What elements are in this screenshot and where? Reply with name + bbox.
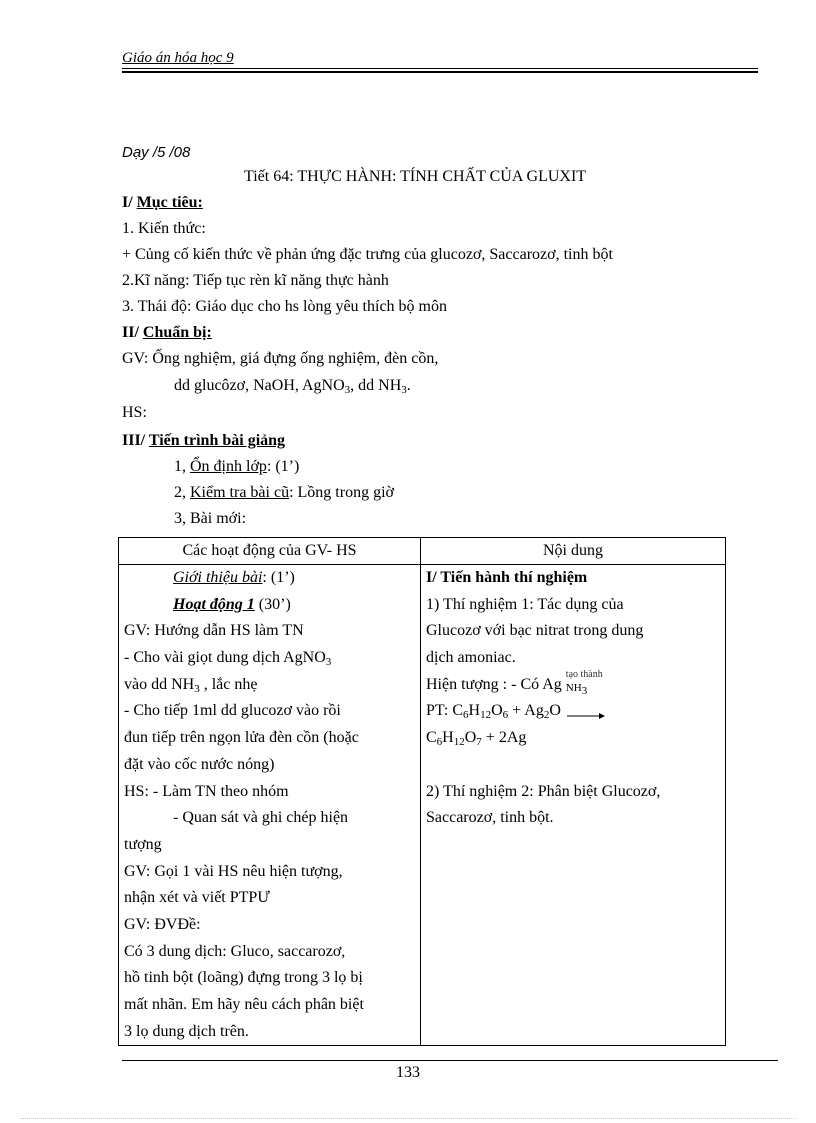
list-item: - Cho tiếp 1ml dd glucozơ vào rồi [124, 702, 341, 720]
list-item: - Quan sát và ghi chép hiện [173, 809, 349, 827]
activities-cell [119, 565, 421, 1046]
list-item: 3 lọ dung dịch trên. [124, 1022, 249, 1040]
overlapped-text: tạo thành [565, 668, 603, 680]
text: - Cho vài giọt dung dịch AgNO [124, 649, 326, 667]
text: O [464, 729, 477, 747]
subscript: 6 [436, 736, 443, 749]
equation-line-1 [421, 698, 725, 725]
subscript: 12 [480, 709, 492, 722]
text: H [468, 702, 481, 720]
text: O [491, 702, 503, 720]
section-heading: Chuẩn bị: [142, 324, 212, 341]
text: Ổn định lớp [190, 458, 267, 475]
text: . [406, 377, 411, 394]
subscript: 12 [453, 736, 465, 749]
subscript: 6 [502, 709, 509, 722]
text: C [426, 729, 437, 747]
subscript: 3 [325, 656, 332, 669]
list-item [119, 672, 420, 699]
footer-rule [122, 1060, 778, 1061]
table-row [119, 565, 726, 1046]
list-item: 1) Thí nghiệm 1: Tác dụng của [426, 595, 624, 613]
subscript: 3 [194, 682, 200, 695]
activity-table [118, 537, 726, 1046]
list-item: đặt vào cốc nước nóng) [124, 755, 275, 773]
page-edge [20, 1118, 796, 1119]
header-rule-thick [122, 71, 758, 73]
section-number: I/ [122, 194, 137, 211]
table-header-row [119, 538, 726, 565]
text: Kiểm tra bài cũ [190, 484, 290, 501]
list-item: tượng [124, 835, 162, 853]
skill-line: 2.Kĩ năng: Tiếp tục rèn kĩ năng thực hành [122, 272, 389, 289]
lesson-title: Tiết 64: THỰC HÀNH: TÍNH CHẤT CỦA GLUXIT [244, 168, 587, 185]
step-1 [174, 458, 299, 476]
section-heading: Mục tiêu: [136, 194, 203, 211]
section-preparation [122, 324, 212, 342]
text: : (1’) [266, 458, 300, 475]
list-item: GV: Gọi 1 vài HS nêu hiện tượng, [124, 862, 343, 880]
text: H [442, 729, 454, 747]
activity-title: Hoạt động 1 [173, 595, 255, 613]
step-3: 3, Bài mới: [174, 510, 247, 527]
content-cell [421, 565, 726, 1046]
column-header: Các hoạt động của GV- HS [119, 538, 421, 565]
knowledge-item: + Củng cố kiến thức về phản ứng đặc trưng của glucozơ, Saccarozơ, tinh bột [122, 246, 613, 263]
text: Hiện tượng : - Có Ag [426, 675, 562, 693]
attitude-line: 3. Thái độ: Giáo dục cho hs lòng yêu thích bộ môn [122, 298, 447, 315]
section-number: II/ [122, 324, 143, 341]
list-item: Glucozơ với bạc nitrat trong dung [426, 622, 644, 640]
list-item: Saccarozơ, tinh bột. [426, 809, 554, 827]
list-item [119, 592, 420, 619]
text: NH [565, 681, 582, 694]
annotation [565, 668, 626, 697]
section-heading: Tiến trình bài giảng [148, 432, 286, 449]
text: , dd NH [350, 377, 402, 394]
step-2 [174, 484, 394, 502]
column-header: Nội dung [421, 538, 726, 565]
subscript: 3 [581, 684, 588, 697]
list-item: hồ tinh bột (loãng) đựng trong 3 lọ bị [124, 969, 363, 987]
reaction-arrow-icon [565, 705, 605, 719]
list-item [421, 668, 725, 699]
text: 2, [174, 484, 190, 501]
spacer [421, 752, 725, 779]
list-item: GV: Hướng dẫn HS làm TN [124, 622, 304, 640]
text: dd glucôzơ, NaOH, AgNO [174, 377, 345, 394]
text: PT: C [426, 702, 463, 720]
list-item: nhận xét và viết PTPƯ [124, 889, 270, 907]
text: + 2Ag [481, 729, 527, 747]
text: Giới thiệu bài [173, 569, 263, 586]
text: vào dd NH [124, 675, 195, 693]
text: (30’) [254, 595, 291, 613]
text: , lắc nhẹ [199, 675, 258, 693]
text: 1, [174, 458, 190, 475]
lesson-date: Dạy /5 /08 [122, 144, 191, 161]
section-process [122, 432, 285, 450]
section-number: III/ [122, 432, 149, 449]
text: + Ag [508, 702, 544, 720]
list-item: mất nhãn. Em hãy nêu cách phân biệt [124, 996, 364, 1013]
list-item: HS: - Làm TN theo nhóm [124, 782, 289, 800]
text: O [549, 702, 561, 720]
hs-prep: HS: [122, 404, 147, 421]
list-item: dịch amoniac. [426, 649, 516, 667]
gv-prep-line1: GV: Ống nghiệm, giá đựng ống nghiệm, đèn cồn, [122, 350, 439, 367]
subscript: 3 [401, 384, 407, 396]
page-number: 133 [396, 1064, 420, 1081]
subscript: 3 [344, 384, 351, 396]
text: : Lồng trong giờ [289, 484, 394, 501]
arrow-icon [565, 708, 605, 722]
content-heading: I/ Tiến hành thí nghiệm [426, 569, 588, 586]
list-item: GV: ĐVĐề: [124, 915, 201, 933]
list-item: Có 3 dung dịch: Gluco, saccarozơ, [124, 942, 346, 960]
knowledge-label: 1. Kiến thức: [122, 220, 206, 237]
list-item [119, 645, 420, 672]
equation-line-2 [421, 725, 725, 752]
header-title: Giáo án hóa học 9 [122, 50, 234, 66]
list-item: đun tiếp trên ngọn lửa đèn cồn (hoặc [124, 729, 359, 747]
gv-prep-line2 [174, 377, 411, 395]
subscript: 2 [543, 709, 550, 722]
subscript: 7 [476, 736, 482, 749]
list-item [119, 565, 420, 592]
header-rule [122, 68, 758, 69]
text: : (1’) [262, 569, 295, 586]
list-item: 2) Thí nghiệm 2: Phân biệt Glucozơ, [426, 782, 661, 800]
subscript: 6 [463, 709, 469, 722]
section-objectives [122, 194, 203, 212]
arrow-label [566, 675, 587, 702]
